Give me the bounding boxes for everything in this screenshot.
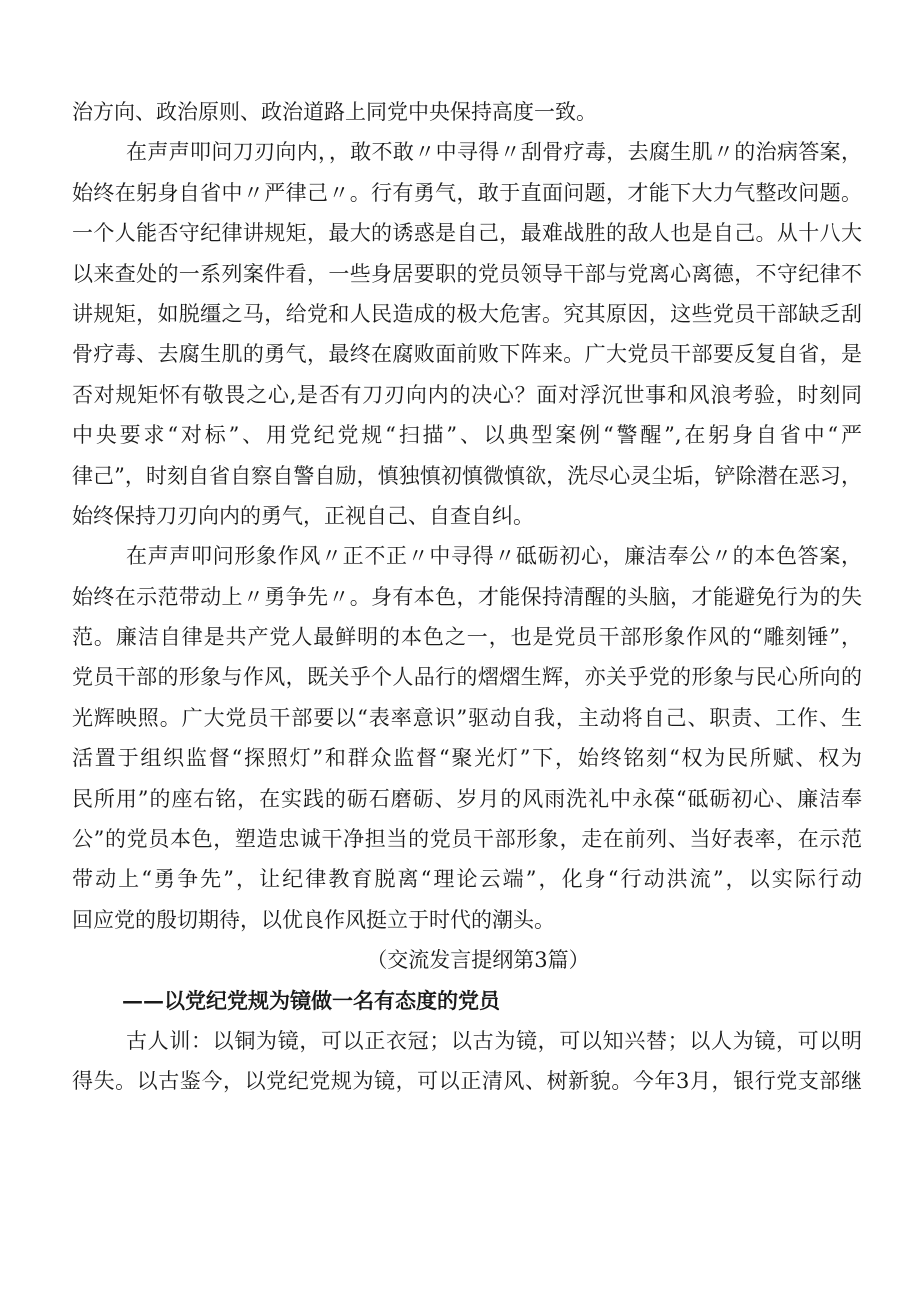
text-line: 得失。以古鉴今，以党纪党规为镜，可以正清风、树新貌。今年3月，银行党支部继	[72, 1069, 862, 1094]
text-line: 古人训：以铜为镜，可以正衣冠；以古为镜，可以知兴替；以人为镜，可以明	[126, 1028, 862, 1053]
text-line: 活置于组织监督“探照灯”和群众监督“聚光灯”下，始终铭刻“权为民所赋、权为	[72, 746, 862, 771]
text-line: 带动上“勇争先”，让纪律教育脱离“理论云端”，化身“行动洪流”，以实际行动	[72, 867, 862, 892]
text-line: 始终保持刀刃向内的勇气，正视自己、自查自纠。	[72, 503, 534, 528]
text-line: 范。廉洁自律是共产党人最鲜明的本色之一，也是党员干部形象作风的“雕刻锤”，	[72, 625, 862, 650]
text-line: 始终在示范带动上〃勇争先〃。身有本色，才能保持清醒的头脑，才能避免行为的失	[72, 584, 862, 609]
text-line: 光辉映照。广大党员干部要以“表率意识”驱动自我，主动将自己、职责、工作、生	[72, 705, 862, 730]
text-line: 公”的党员本色，塑造忠诚干净担当的党员干部形象，走在前列、当好表率，在示范	[72, 827, 862, 852]
paragraph-2	[72, 132, 862, 536]
text-line: 否对规矩怀有敬畏之心,是否有刀刃向内的决心？面对浮沉世事和风浪考验，时刻同	[72, 382, 862, 407]
text-line: 一个人能否守纪律讲规矩，最大的诱惑是自己，最难战胜的敌人也是自己。从十八大	[72, 221, 862, 246]
document-page	[72, 92, 862, 1102]
text-line: 回应党的殷切期待，以优良作风挺立于时代的潮头。	[72, 907, 555, 932]
paragraph-4	[72, 1021, 862, 1102]
text-line: 党员干部的形象与作风，既关乎个人品行的熠熠生辉，亦关乎党的形象与民心所向的	[72, 665, 862, 690]
text-line: 骨疗毒、去腐生肌的勇气，最终在腐败面前败下阵来。广大党员干部要反复自省，是	[72, 342, 862, 367]
text-line: 在声声叩问刀刃向内，，敢不敢〃中寻得〃刮骨疗毒，去腐生肌〃的治病答案，	[126, 140, 862, 165]
text-line: 治方向、政治原则、政治道路上同党中央保持高度一致。	[72, 100, 597, 124]
text-line: 律己”，时刻自省自察自警自励，慎独慎初慎微慎欲，洗尽心灵尘垢，铲除潜在恶习，	[72, 463, 862, 488]
text-line: 民所用”的座右铭，在实践的砺石磨砺、岁月的风雨洗礼中永葆“砥砺初心、廉洁奉	[72, 786, 862, 811]
paragraph-1	[72, 92, 862, 132]
paragraph-3	[72, 536, 862, 940]
text-line: 在声声叩问形象作风〃正不正〃中寻得〃砥砺初心，廉洁奉公〃的本色答案，	[126, 544, 862, 569]
text-line: 始终在躬身自省中〃严律己〃。行有勇气，敢于直面问题，才能下大力气整改问题。	[72, 180, 862, 205]
text-line: 讲规矩，如脱缰之马，给党和人民造成的极大危害。究其原因，这些党员干部缺乏刮	[72, 301, 862, 326]
section-title: （交流发言提纲第3篇）	[366, 948, 590, 973]
subtitle: ——以党纪党规为镜做一名有态度的党员	[122, 987, 500, 1013]
text-line: 以来查处的一系列案件看，一些身居要职的党员领导干部与党离心离德，不守纪律不	[72, 261, 862, 286]
text-line: 中央要求“对标”、用党纪党规“扫描”、以典型案例“警醒”,在躬身自省中“严	[72, 423, 862, 448]
